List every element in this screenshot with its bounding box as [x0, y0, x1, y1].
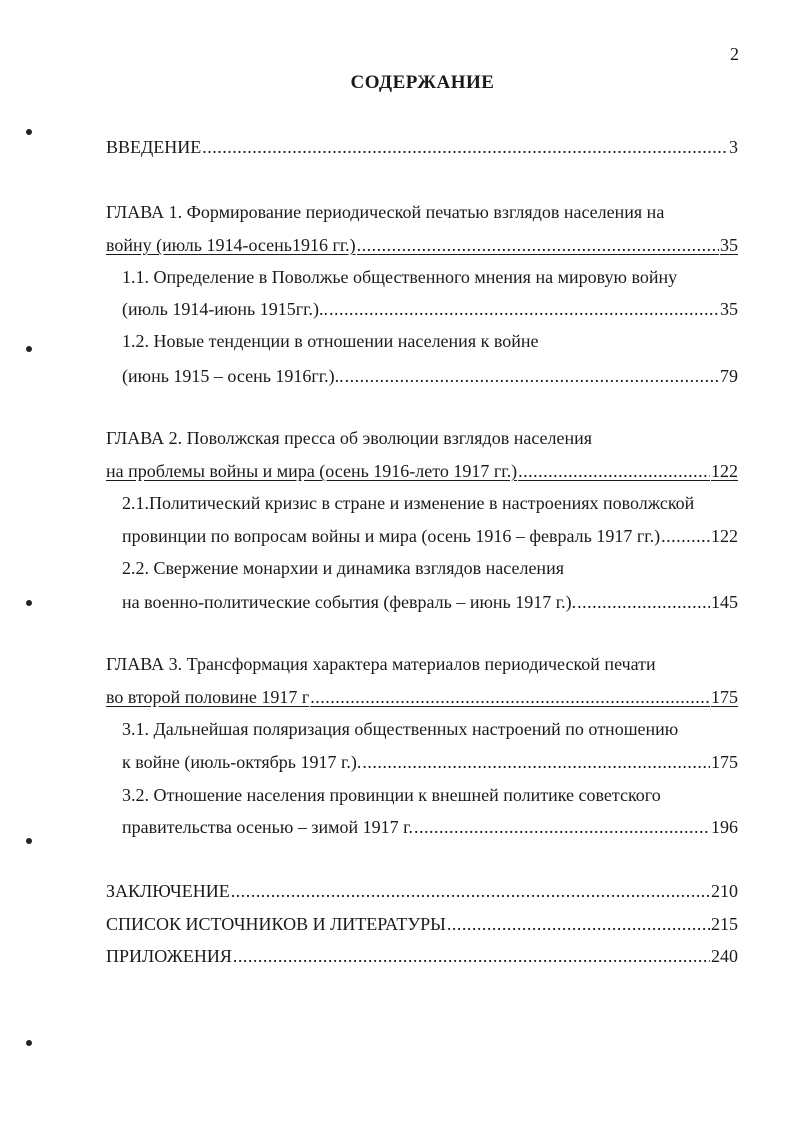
toc-entry-page: 3: [729, 137, 738, 157]
chapter-3-heading[interactable]: ГЛАВА 3. Трансформация характера материалов периодической печати: [106, 654, 656, 674]
section-2-2-entry[interactable]: [122, 590, 738, 614]
toc-entry-intro[interactable]: [106, 135, 738, 159]
toc-entry-label: ВВЕДЕНИЕ: [106, 137, 202, 157]
toc-entry-page: 240: [711, 946, 738, 966]
toc-entry-page: 122: [711, 461, 738, 481]
section-3-1-entry[interactable]: [122, 750, 738, 774]
leader-dots: [577, 590, 710, 614]
scan-mark: [26, 129, 32, 135]
section-1-2-heading[interactable]: 1.2. Новые тенденции в отношении населения к войне: [122, 331, 539, 351]
chapter-3-entry[interactable]: [106, 685, 738, 709]
toc-entry-label: во второй половине 1917 г: [106, 687, 310, 707]
toc-entry-page: 175: [711, 752, 738, 772]
toc-entry-label: (июнь 1915 – осень 1916гг.)..: [122, 366, 344, 386]
toc-entry-label: правительства осенью – зимой 1917 г.: [122, 817, 413, 837]
section-2-1-heading[interactable]: 2.1.Политический кризис в стране и изменение в настроениях поволжской: [122, 493, 695, 513]
page-number: 2: [730, 44, 739, 64]
section-2-1-entry[interactable]: [122, 524, 738, 548]
toc-entry-page: 35: [720, 235, 738, 255]
leader-dots: [310, 685, 710, 709]
toc-entry-appendices[interactable]: [106, 944, 738, 968]
leader-dots: [518, 459, 710, 483]
leader-dots: [202, 135, 728, 159]
toc-entry-label: провинции по вопросам войны и мира (осень 1916 – февраль 1917 гг.): [122, 526, 661, 546]
scan-mark: [26, 600, 32, 606]
toc-entry-label: на проблемы войны и мира (осень 1916-лето 1917 гг.): [106, 461, 518, 481]
section-2-2-heading[interactable]: 2.2. Свержение монархии и динамика взглядов населения: [122, 558, 564, 578]
section-1-2-entry[interactable]: [122, 364, 738, 388]
chapter-2-entry[interactable]: [106, 459, 738, 483]
toc-entry-conclusion[interactable]: [106, 879, 738, 903]
toc-entry-page: 175: [711, 687, 738, 707]
toc-entry-label: (июль 1914-июнь 1915гг.)..: [122, 299, 328, 319]
leader-dots: [231, 879, 710, 903]
leader-dots: [447, 912, 710, 936]
scan-mark: [26, 1040, 32, 1046]
chapter-1-entry[interactable]: [106, 233, 738, 257]
toc-entry-label: ПРИЛОЖЕНИЯ: [106, 946, 232, 966]
section-1-1-entry[interactable]: [122, 297, 738, 321]
toc-entry-page: 145: [711, 592, 738, 612]
toc-entry-sources[interactable]: [106, 912, 738, 936]
section-1-1-heading[interactable]: 1.1. Определение в Поволжье общественного мнения на мировую войну: [122, 267, 678, 287]
toc-entry-label: на военно-политические события (февраль – июнь 1917 г.).: [122, 592, 577, 612]
scan-mark: [26, 838, 32, 844]
toc-entry-page: 210: [711, 881, 738, 901]
chapter-1-heading[interactable]: ГЛАВА 1. Формирование периодической печатью взглядов населения на: [106, 202, 665, 222]
section-3-2-heading[interactable]: 3.2. Отношение населения провинции к внешней политике советского: [122, 785, 661, 805]
scan-mark: [26, 346, 32, 352]
leader-dots: [362, 750, 710, 774]
toc-entry-page: 35: [720, 299, 738, 319]
toc-entry-label: СПИСОК ИСТОЧНИКОВ И ЛИТЕРАТУРЫ: [106, 914, 446, 934]
toc-entry-page: 79: [720, 366, 738, 386]
toc-entry-page: 122: [711, 526, 738, 546]
page-title: СОДЕРЖАНИЕ: [350, 72, 495, 93]
leader-dots: [329, 297, 719, 321]
toc-entry-page: 196: [711, 817, 738, 837]
toc-entry-label: войну (июль 1914-осень1916 гг.): [106, 235, 356, 255]
chapter-2-heading[interactable]: ГЛАВА 2. Поволжская пресса об эволюции взглядов населения: [106, 428, 593, 448]
section-3-1-heading[interactable]: 3.1. Дальнейшая поляризация общественных настроений по отношению: [122, 719, 679, 739]
toc-entry-page: 215: [711, 914, 738, 934]
leader-dots: [345, 364, 719, 388]
leader-dots: [357, 233, 719, 257]
leader-dots: [661, 524, 710, 548]
leader-dots: [233, 944, 710, 968]
section-3-2-entry[interactable]: [122, 815, 738, 839]
toc-entry-label: ЗАКЛЮЧЕНИЕ: [106, 881, 230, 901]
leader-dots: [414, 815, 710, 839]
toc-entry-label: к войне (июль-октябрь 1917 г.).: [122, 752, 362, 772]
